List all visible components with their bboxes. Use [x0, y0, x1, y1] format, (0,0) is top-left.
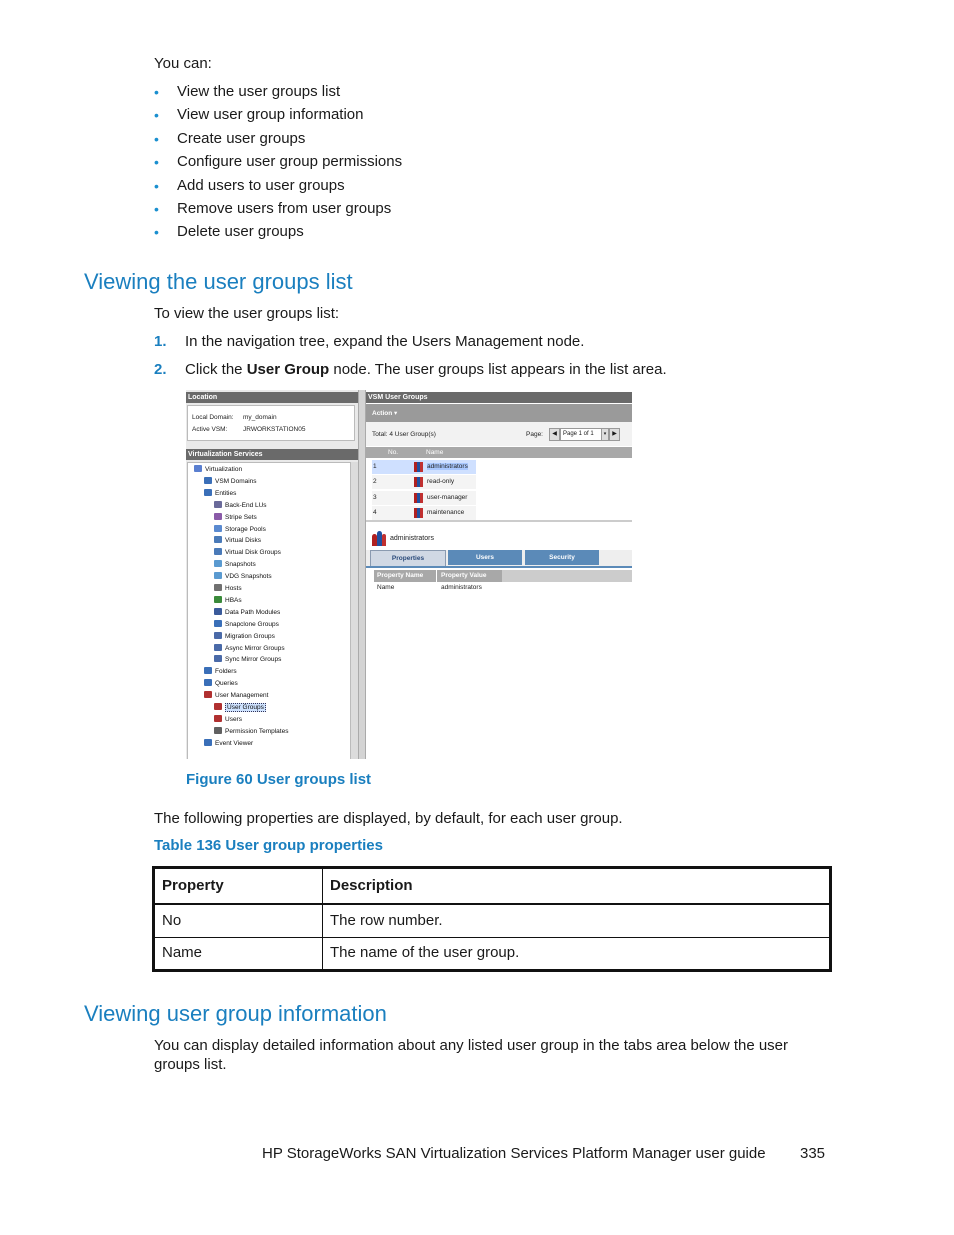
- table-cell-property: Name: [162, 944, 203, 961]
- bullet-text: Remove users from user groups: [177, 200, 392, 217]
- tree-node-label: Entities: [215, 489, 237, 497]
- list-title: VSM User Groups: [366, 392, 632, 403]
- step-text: In the navigation tree, expand the Users Management node.: [185, 333, 585, 350]
- row-number: 2: [373, 478, 377, 486]
- tree-node[interactable]: [214, 525, 266, 535]
- tree-node-label: Virtualization: [205, 466, 243, 473]
- tree-node-icon: [214, 572, 222, 579]
- tree-node[interactable]: [214, 560, 256, 570]
- user-group-node-name: User Group: [246, 361, 330, 378]
- table-caption: Table 136 User group properties: [154, 837, 383, 854]
- list-divider: [366, 520, 632, 522]
- step-1: [154, 333, 585, 351]
- tree-node-label: Queries: [215, 680, 238, 688]
- group-icon: [372, 531, 386, 547]
- table-header-row: [155, 869, 829, 905]
- section-heading-user-groups-list: Viewing the user groups list: [84, 269, 353, 294]
- tab-underline: [366, 566, 632, 568]
- tree-node-icon: [204, 679, 212, 686]
- user-group-icon: [414, 508, 423, 518]
- tree-node-label: User Groups: [227, 704, 264, 711]
- tree-node-icon: [204, 739, 212, 746]
- navigation-tree: [187, 462, 351, 759]
- tree-node-label: Virtual Disks: [225, 537, 262, 545]
- tree-node-icon: [214, 536, 222, 543]
- tab-security[interactable]: Security: [525, 550, 599, 565]
- table-cell-description: The name of the user group.: [330, 944, 520, 961]
- figure-caption: Figure 60 User groups list: [186, 771, 372, 788]
- table-header-description: Description: [330, 877, 413, 894]
- column-no[interactable]: No.: [388, 449, 399, 456]
- tree-node-icon: [214, 703, 222, 710]
- table-cell-description: The row number.: [330, 912, 443, 929]
- intro-lead: You can:: [154, 55, 212, 72]
- tree-node-label: Storage Pools: [225, 525, 266, 533]
- tree-node-icon: [214, 655, 222, 662]
- tree-node-icon: [204, 477, 212, 484]
- action-bar: [366, 404, 632, 422]
- bullet-icon: •: [154, 201, 159, 217]
- bullet-icon: •: [154, 224, 159, 241]
- bullet-icon: •: [154, 177, 159, 194]
- tree-node-label: Users: [225, 715, 242, 723]
- properties-intro: The following properties are displayed, by default, for each user group.: [154, 810, 623, 827]
- tree-node-icon: [214, 560, 222, 567]
- user-group-icon: [414, 462, 423, 472]
- tree-node[interactable]: [214, 513, 257, 523]
- tree-node[interactable]: [214, 620, 279, 630]
- bullet-icon: •: [154, 154, 159, 171]
- tree-node-icon: [214, 513, 222, 520]
- property-header-filler: [502, 570, 632, 582]
- bullet-icon: •: [154, 130, 159, 147]
- tree-node-label: Async Mirror Groups: [225, 644, 285, 652]
- table-row: [155, 938, 829, 969]
- tree-node[interactable]: [204, 489, 236, 499]
- tree-node-label: Back-End LUs: [225, 501, 267, 509]
- active-vsm-value: JRWORKSTATION05: [243, 426, 306, 433]
- virtualization-services-title: Virtualization Services: [186, 449, 358, 460]
- list-toolbar: [366, 422, 632, 446]
- bullet-text: Configure user group permissions: [177, 153, 403, 171]
- table-header-property: Property: [162, 877, 224, 894]
- tree-node-icon: [214, 501, 222, 508]
- bullet-icon: •: [154, 107, 159, 124]
- tree-node-label: Migration Groups: [225, 632, 275, 640]
- tree-node-icon: [204, 691, 212, 698]
- tree-node[interactable]: [214, 727, 288, 737]
- tree-node-label: VSM Domains: [215, 477, 257, 485]
- total-label: Total: 4 User Group(s): [372, 431, 436, 438]
- tree-node[interactable]: [214, 703, 266, 713]
- action-menu[interactable]: Action ▾: [372, 410, 398, 417]
- user-groups-screenshot: [186, 390, 632, 759]
- tree-node[interactable]: [204, 691, 268, 701]
- bullet-text: View user group information: [177, 106, 364, 124]
- tree-node[interactable]: [214, 596, 242, 606]
- tree-node-icon: [214, 644, 222, 651]
- list-item[interactable]: [372, 506, 476, 520]
- tab-users[interactable]: Users: [448, 550, 522, 565]
- tree-node-icon: [204, 489, 212, 496]
- tree-node-label: User Management: [215, 692, 269, 700]
- property-row-value: administrators: [441, 584, 482, 591]
- step-text: Click the User Group node. The user groups list appears in the list area.: [185, 361, 667, 378]
- tree-node-label: Stripe Sets: [225, 513, 257, 521]
- section2-body-line2: groups list.: [154, 1056, 227, 1073]
- bullet-text: Delete user groups: [177, 223, 304, 241]
- tree-node-label: Data Path Modules: [225, 608, 281, 616]
- tree-node-label: Permission Templates: [225, 727, 289, 735]
- intro-bullet-item: [154, 200, 392, 219]
- location-title: Location: [186, 392, 358, 403]
- tab-properties[interactable]: Properties: [370, 550, 446, 567]
- user-group-icon: [414, 493, 423, 503]
- step-2: [154, 361, 667, 379]
- tree-node-icon: [204, 667, 212, 674]
- bullet-text: View the user groups list: [177, 83, 341, 100]
- property-table-header: [374, 570, 502, 582]
- tree-scrollbar[interactable]: [350, 462, 358, 759]
- tree-node[interactable]: [204, 739, 253, 749]
- row-name: maintenance: [427, 508, 465, 516]
- next-page-icon[interactable]: ▶: [609, 428, 620, 441]
- list-item[interactable]: [372, 491, 476, 505]
- list-header: [366, 447, 632, 458]
- tab-bar: [366, 550, 632, 566]
- tree-node-label: Event Viewer: [215, 739, 254, 747]
- tree-node[interactable]: [214, 632, 275, 642]
- tree-node-label: VDG Snapshots: [225, 573, 272, 581]
- row-name: user-manager: [427, 493, 468, 501]
- tree-node-icon: [214, 548, 222, 555]
- tree-node-icon: [214, 596, 222, 603]
- section2-body-line1: You can display detailed information about any listed user group in the tabs area below the user: [154, 1037, 789, 1054]
- property-value-column[interactable]: Property Value: [441, 572, 487, 579]
- list-item[interactable]: [372, 475, 476, 489]
- tree-node-label: Hosts: [225, 585, 242, 592]
- property-row-name: Name: [377, 584, 395, 591]
- intro-bullet-item: [154, 153, 403, 172]
- tree-node[interactable]: [204, 667, 237, 677]
- intro-bullet-item: [154, 129, 306, 149]
- row-number: 3: [373, 493, 377, 501]
- table-row: [155, 905, 829, 938]
- tree-node[interactable]: [214, 715, 242, 725]
- table-cell-property: No: [162, 912, 182, 929]
- tree-node-label: Sync Mirror Groups: [225, 656, 282, 664]
- tree-node[interactable]: [194, 465, 242, 475]
- footer-title: HP StorageWorks SAN Virtualization Services Platform Manager user guide: [262, 1145, 766, 1162]
- step-number: 1.: [154, 333, 167, 350]
- tree-node[interactable]: [214, 644, 285, 654]
- location-box: [187, 405, 355, 441]
- list-item[interactable]: [372, 460, 476, 474]
- page-dropdown-icon[interactable]: ▾: [601, 428, 609, 441]
- detail-group-name: administrators: [390, 535, 434, 542]
- intro-bullet-item: [154, 106, 364, 125]
- step-number: 2.: [154, 361, 167, 378]
- row-number: 1: [373, 463, 377, 470]
- tree-node-icon: [214, 525, 222, 532]
- tree-node[interactable]: [214, 608, 280, 618]
- intro-bullet-item: [154, 176, 345, 196]
- intro-bullet-item: [154, 223, 304, 242]
- section-heading-user-group-information: Viewing user group information: [84, 1001, 387, 1026]
- tree-node-label: Folders: [215, 668, 237, 676]
- row-name: read-only: [427, 478, 455, 486]
- local-domain-label: Local Domain:: [192, 414, 234, 421]
- tree-node[interactable]: [204, 679, 238, 689]
- tree-node[interactable]: [204, 477, 257, 487]
- tree-node-label: Snapshots: [225, 561, 256, 569]
- column-name[interactable]: Name: [426, 449, 444, 456]
- tree-node-icon: [194, 465, 202, 472]
- tree-node[interactable]: [214, 501, 267, 511]
- prev-page-icon[interactable]: ◀: [549, 428, 560, 441]
- tree-node-icon: [214, 620, 222, 627]
- page-label: Page:: [526, 431, 543, 438]
- page-select[interactable]: Page 1 of 1: [560, 428, 602, 441]
- property-name-column[interactable]: Property Name: [377, 572, 424, 579]
- local-domain-value: my_domain: [243, 414, 277, 421]
- tree-node[interactable]: [214, 548, 281, 558]
- intro-bullet-item: [154, 83, 341, 102]
- tree-node[interactable]: [214, 572, 272, 582]
- tree-node-icon: [214, 608, 222, 615]
- tree-node-icon: [214, 584, 222, 591]
- bullet-icon: •: [154, 84, 159, 100]
- tree-node-label: Snapclone Groups: [225, 620, 279, 628]
- active-vsm-label: Active VSM:: [192, 426, 228, 433]
- row-number: 4: [373, 508, 377, 516]
- tree-node[interactable]: [214, 584, 242, 594]
- user-group-icon: [414, 477, 423, 487]
- tree-node-label: HBAs: [225, 596, 242, 604]
- bullet-text: Add users to user groups: [177, 176, 345, 194]
- tree-node-icon: [214, 632, 222, 639]
- tree-node[interactable]: [214, 655, 281, 665]
- properties-table: [152, 866, 832, 972]
- section1-lead: To view the user groups list:: [154, 305, 340, 322]
- bullet-text: Create user groups: [177, 129, 306, 147]
- tree-node-label: Virtual Disk Groups: [225, 549, 281, 557]
- panel-splitter[interactable]: [358, 390, 366, 759]
- tree-node-icon: [214, 715, 222, 722]
- row-name: administrators: [427, 463, 468, 470]
- tree-node[interactable]: [214, 536, 261, 546]
- tree-node-icon: [214, 727, 222, 734]
- page-number: 335: [800, 1145, 826, 1162]
